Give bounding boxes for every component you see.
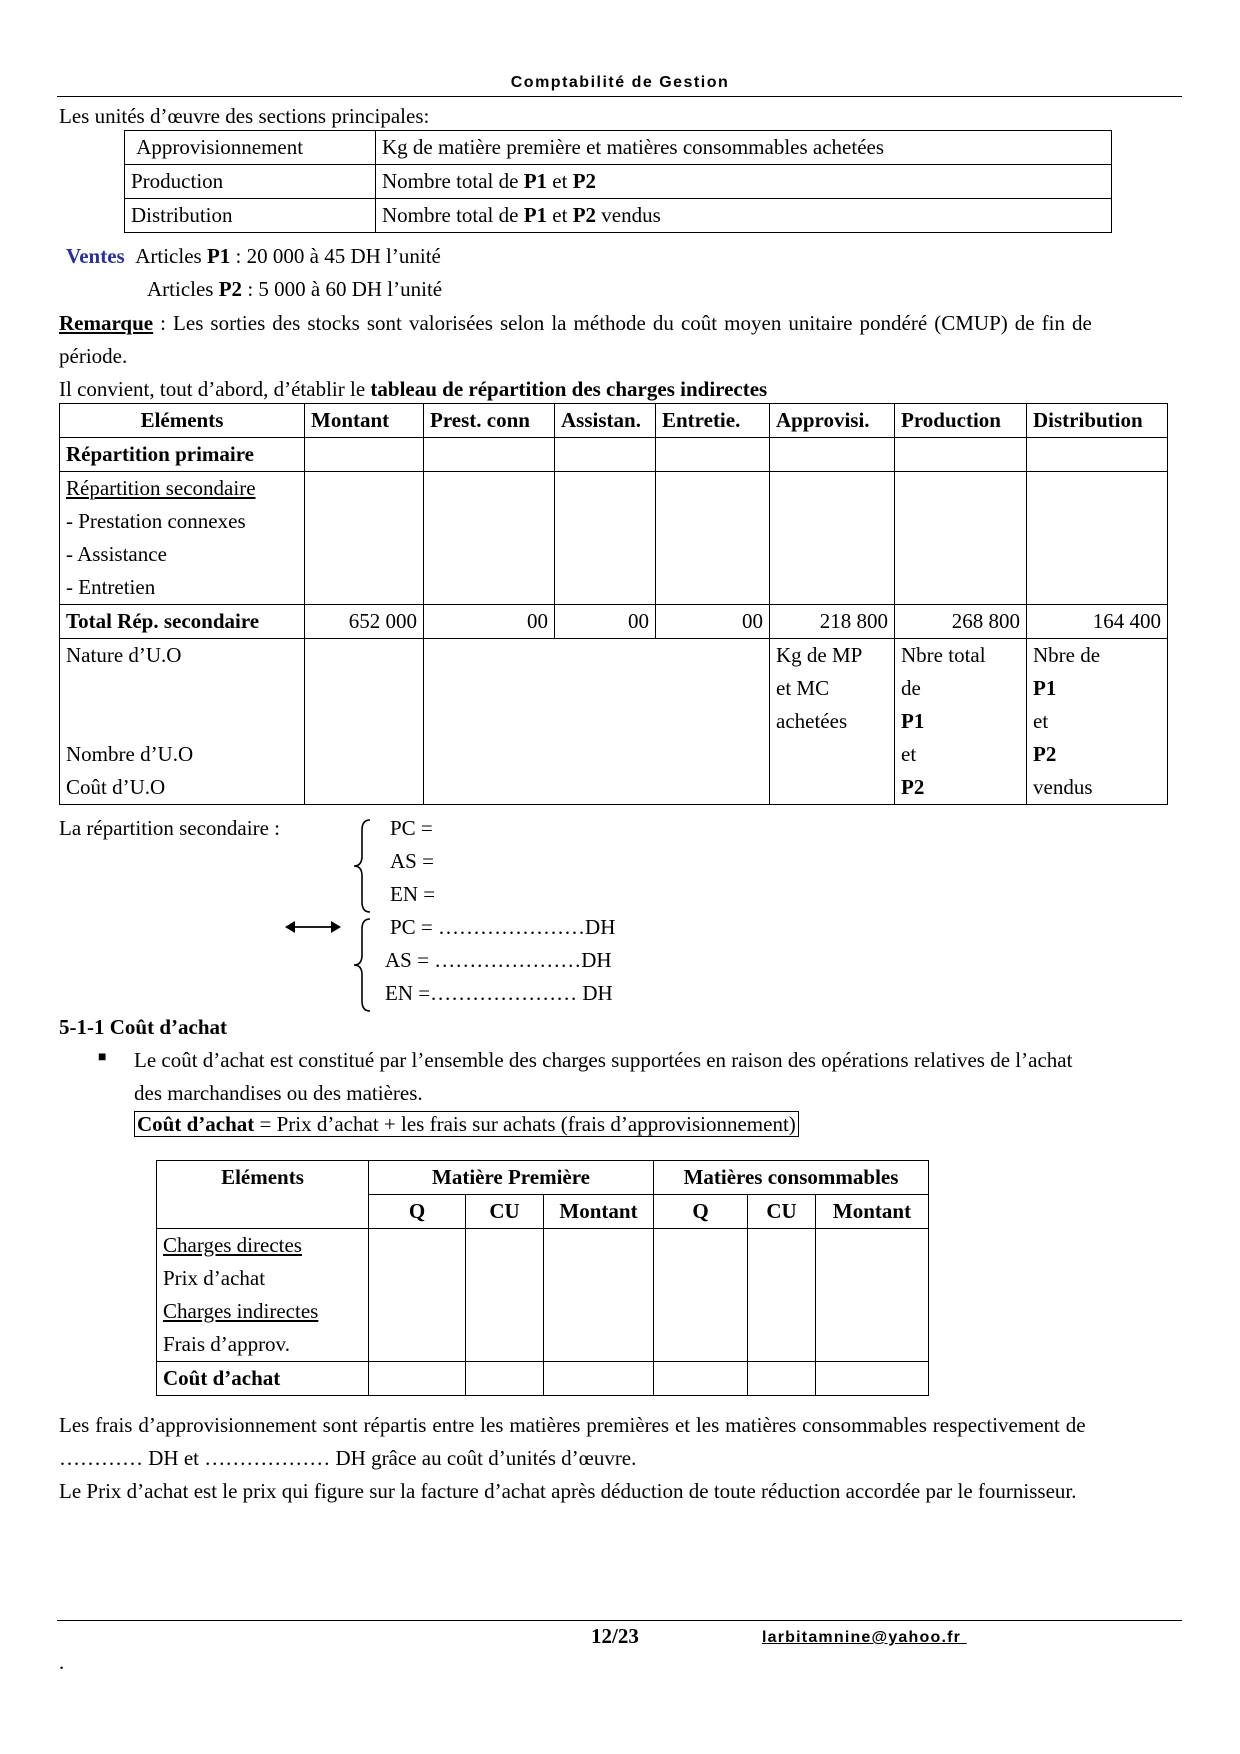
uo-unite: Kg de matière première et matières consommables achetées (376, 131, 1112, 165)
col-montant: Montant (816, 1195, 929, 1229)
double-arrow-icon (283, 918, 343, 936)
uo-intro: Les unités d’œuvre des sections principales: (59, 104, 430, 128)
achat-table (156, 1160, 929, 1396)
footer-dot: . (59, 1650, 65, 1674)
eq2-pc: PC = …………………DH (390, 915, 616, 939)
section-title: 5-1-1 Coût d’achat (59, 1015, 227, 1039)
nature-appro: Kg de MP et MC achetées (770, 639, 895, 805)
remarque-line-1: Remarque : Les sorties des stocks sont valorisées selon la méthode du coût moyen unitaire pondéré (CMUP) de fin de (59, 311, 1092, 335)
closing-line-3: Le Prix d’achat est le prix qui figure sur la facture d’achat après déduction de toute réduction accordée par le fournisseur. (59, 1479, 1077, 1503)
total-montant: 652 000 (305, 605, 424, 639)
total-entretien: 00 (656, 605, 770, 639)
rep-secondaire-label: La répartition secondaire : (59, 816, 280, 840)
ventes-line-1: Ventes Articles P1 : 20 000 à 45 DH l’unité (66, 244, 441, 268)
col-prest-conn: Prest. conn (424, 404, 555, 438)
col-elements: Eléments (60, 404, 305, 438)
uo-row (125, 199, 1112, 233)
col-assistance: Assistan. (555, 404, 656, 438)
uo-row (125, 165, 1112, 199)
uo-unite: Nombre total de P1 et P2 (376, 165, 1112, 199)
table-row (60, 472, 1168, 605)
col-montant: Montant (305, 404, 424, 438)
bullet-text-2: des marchandises ou des matières. (134, 1081, 423, 1105)
total-prest-conn: 00 (424, 605, 555, 639)
header-rule (57, 96, 1182, 97)
row-total-label: Total Rép. secondaire (60, 605, 305, 639)
remarque-label: Remarque (59, 311, 154, 335)
eq1-as: AS = (390, 849, 434, 873)
repartition-header-row (60, 404, 1168, 438)
table-row (60, 438, 1168, 472)
col-group-matieres-consommables: Matières consommables (654, 1161, 929, 1195)
nature-dist: Nbre de P1 et P2 vendus (1027, 639, 1168, 805)
page-header-title: Comptabilité de Gestion (510, 74, 730, 91)
uo-row (125, 131, 1112, 165)
uo-section: Distribution (125, 199, 376, 233)
col-elements: Eléments (157, 1161, 369, 1229)
footer-email[interactable]: larbitamnine@yahoo.fr (762, 1629, 962, 1646)
ventes-line-2: Articles P2 : 5 000 à 60 DH l’unité (147, 277, 443, 301)
col-q: Q (654, 1195, 748, 1229)
row-primaire-label: Répartition primaire (60, 438, 305, 472)
closing-line-1: Les frais d’approvisionnement sont répartis entre les matières premières et les matières consommables respectivement de (59, 1413, 1086, 1437)
footer-rule (57, 1620, 1182, 1621)
table-row (157, 1362, 929, 1396)
bullet-icon: ■ (98, 1050, 107, 1065)
page-number: 12/23 (591, 1624, 639, 1648)
table-row (60, 639, 1168, 805)
col-entretien: Entretie. (656, 404, 770, 438)
col-cu: CU (466, 1195, 544, 1229)
col-group-matiere-premiere: Matière Première (369, 1161, 654, 1195)
total-approvisionnement: 218 800 (770, 605, 895, 639)
row-secondaire-label: Répartition secondaire - Prestation connexes - Assistance - Entretien (60, 472, 305, 605)
uo-unite: Nombre total de P1 et P2 vendus (376, 199, 1112, 233)
achat-header-row (157, 1161, 929, 1195)
eq2-en: EN =………………… DH (385, 981, 613, 1005)
achat-row-labels: Charges directes Prix d’achat Charges indirectes Frais d’approv. (157, 1229, 369, 1362)
ventes-label: Ventes (66, 244, 125, 268)
col-q: Q (369, 1195, 466, 1229)
uo-table (124, 130, 1112, 233)
col-montant: Montant (544, 1195, 654, 1229)
left-brace-icon (352, 917, 372, 1013)
total-assistance: 00 (555, 605, 656, 639)
eq1-en: EN = (390, 882, 436, 906)
total-distribution: 164 400 (1027, 605, 1168, 639)
achat-total-label: Coût d’achat (157, 1362, 369, 1396)
total-production: 268 800 (895, 605, 1027, 639)
row-uo-labels: Nature d’U.O Nombre d’U.O Coût d’U.O (60, 639, 305, 805)
nature-prod: Nbre total de P1 et P2 (895, 639, 1027, 805)
col-production: Production (895, 404, 1027, 438)
left-brace-icon (352, 818, 372, 914)
uo-section: Approvisionnement (125, 131, 376, 165)
repartition-table (59, 403, 1168, 805)
col-cu: CU (748, 1195, 816, 1229)
intro-tableau: Il convient, tout d’abord, d’établir le tableau de répartition des charges indirectes (59, 377, 768, 401)
table-row (157, 1229, 929, 1362)
table-row (60, 605, 1168, 639)
col-approvisionnement: Approvisi. (770, 404, 895, 438)
col-distribution: Distribution (1027, 404, 1168, 438)
formula-box: Coût d’achat = Prix d’achat + les frais sur achats (frais d’approvisionnement) (134, 1112, 799, 1136)
uo-section: Production (125, 165, 376, 199)
bullet-text-1: Le coût d’achat est constitué par l’ensemble des charges supportées en raison des opérations relatives de l’achat (134, 1048, 1073, 1072)
closing-line-2: ………… DH et ……………… DH grâce au coût d’unités d’œuvre. (59, 1446, 637, 1470)
remarque-line-2: période. (59, 344, 128, 368)
eq1-pc: PC = (390, 816, 433, 840)
eq2-as: AS = …………………DH (385, 948, 612, 972)
